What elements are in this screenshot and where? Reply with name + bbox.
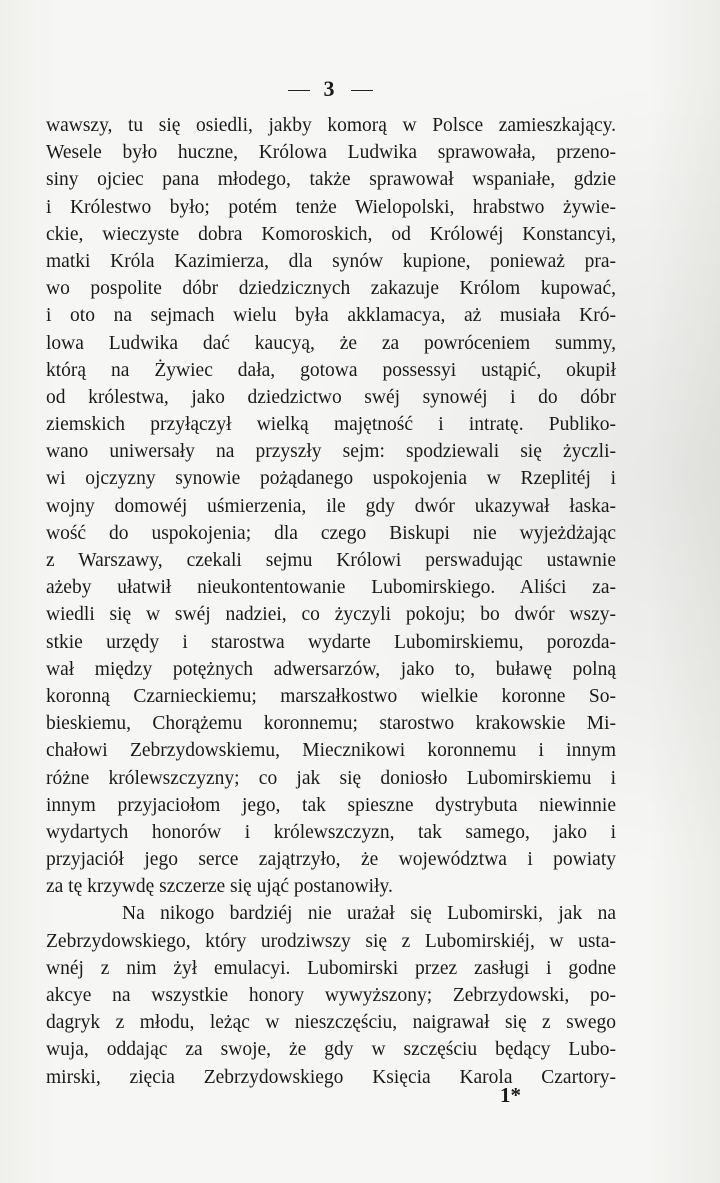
- text-line: ziemskich przyłączył wielką majętność i intratę. Publiko-: [46, 414, 616, 436]
- text-line: wiedli się w swéj nadziei, co życzyli pokoju; bo dwór wszy-: [46, 604, 616, 626]
- signature-mark: 1*: [500, 1083, 521, 1107]
- header-dash-left: [288, 90, 310, 91]
- text-line: wnéj z nim żył emulacyi. Lubomirski przez zasługi i godne: [46, 957, 616, 979]
- text-line: akcye na wszystkie honory wywyższony; Zebrzydowski, po-: [46, 985, 616, 1006]
- text-line: z Warszawy, czekali sejmu Królowi perswadując ustawnie: [46, 550, 616, 571]
- text-line: przyjaciół jego serce zajątrzyło, że województwa i powiaty: [46, 849, 616, 871]
- text-line: wał między potężnych adwersarzów, jako to, buławę polną: [46, 658, 616, 680]
- text-line: koronną Czarnieckiemu; marszałkostwo wielkie koronne So-: [46, 685, 616, 707]
- text-line: dagryk z młodu, leżąc w nieszczęściu, naigrawał się z swego: [46, 1012, 616, 1034]
- page-number: 3: [323, 76, 337, 101]
- text-line: wydartych honorów i królewszczyzn, tak samego, jako i: [46, 821, 616, 843]
- text-line: stkie urzędy i starostwa wydarte Lubomirskiemu, porozda-: [46, 631, 616, 653]
- text-line: wość do uspokojenia; dla czego Biskupi nie wyjeżdżając: [46, 522, 616, 544]
- text-line: innym przyjaciołom jego, tak spieszne dystrybuta niewinnie: [46, 794, 616, 816]
- text-line: chałowi Zebrzydowskiemu, Miecznikowi koronnemu i innym: [46, 740, 616, 762]
- text-line: różne królewszczyzny; co jak się doniosło Lubomirskiemu i: [46, 767, 616, 789]
- text-line: siny ojciec pana młodego, także sprawował wspaniałe, gdzie: [46, 169, 616, 191]
- text-line: którą na Żywiec dała, gotowa possessyi ustąpić, okupił: [46, 359, 616, 381]
- text-line: wo pospolite dóbr dziedzicznych zakazuje Królom kupować,: [46, 278, 616, 300]
- text-line: ckie, wieczyste dobra Komoroskich, od Królowéj Konstancyi,: [46, 223, 616, 245]
- text-line: Wesele było huczne, Królowa Ludwika sprawowała, przeno-: [46, 142, 616, 164]
- text-line: wuja, oddając za swoje, że gdy w szczęściu będący Lubo-: [46, 1039, 616, 1061]
- text-line: wojny domowéj uśmierzenia, ile gdy dwór ukazywał łaska-: [46, 495, 616, 517]
- text-line: ażeby ułatwił nieukontentowanie Lubomirskiego. Aliści za-: [46, 577, 616, 599]
- text-line: od królestwa, jako dziedzictwo swéj synowéj i do dóbr: [46, 386, 616, 408]
- text-line: lowa Ludwika dać kaucyą, że za powróceniem summy,: [46, 332, 616, 354]
- text-line: wawszy, tu się osiedli, jakby komorą w Polsce zamieszkający.: [46, 115, 616, 136]
- paragraph-last-line: za tę krzywdę szczerze się ująć postanowiły.: [46, 876, 393, 898]
- text-line: i oto na sejmach wielu była akklamacya, aż musiała Kró-: [46, 305, 616, 327]
- header-dash-right: [351, 90, 373, 91]
- text-line: i Królestwo było; potém tenże Wielopolski, hrabstwo żywie-: [46, 196, 616, 218]
- body-text: [46, 112, 616, 1091]
- text-line: matki Króla Kazimierza, dla synów kupione, ponieważ pra-: [46, 250, 616, 272]
- paragraph-first-line: Na nikogo bardziéj nie urażał się Lubomirski, jak na: [122, 903, 616, 925]
- text-line: wi ojczyzny synowie pożądanego uspokojenia w Rzeplitéj i: [46, 468, 616, 490]
- page-header: [0, 76, 660, 102]
- text-line: bieskiemu, Chorążemu koronnemu; starostwo krakowskie Mi-: [46, 713, 616, 735]
- text-line: wano uniwersały na przyszły sejm: spodziewali się życzli-: [46, 441, 616, 463]
- text-line: mirski, zięcia Zebrzydowskiego Księcia Karola Czartory-: [46, 1066, 616, 1088]
- text-line: Zebrzydowskiego, który urodziwszy się z Lubomirskiéj, w usta-: [46, 930, 616, 952]
